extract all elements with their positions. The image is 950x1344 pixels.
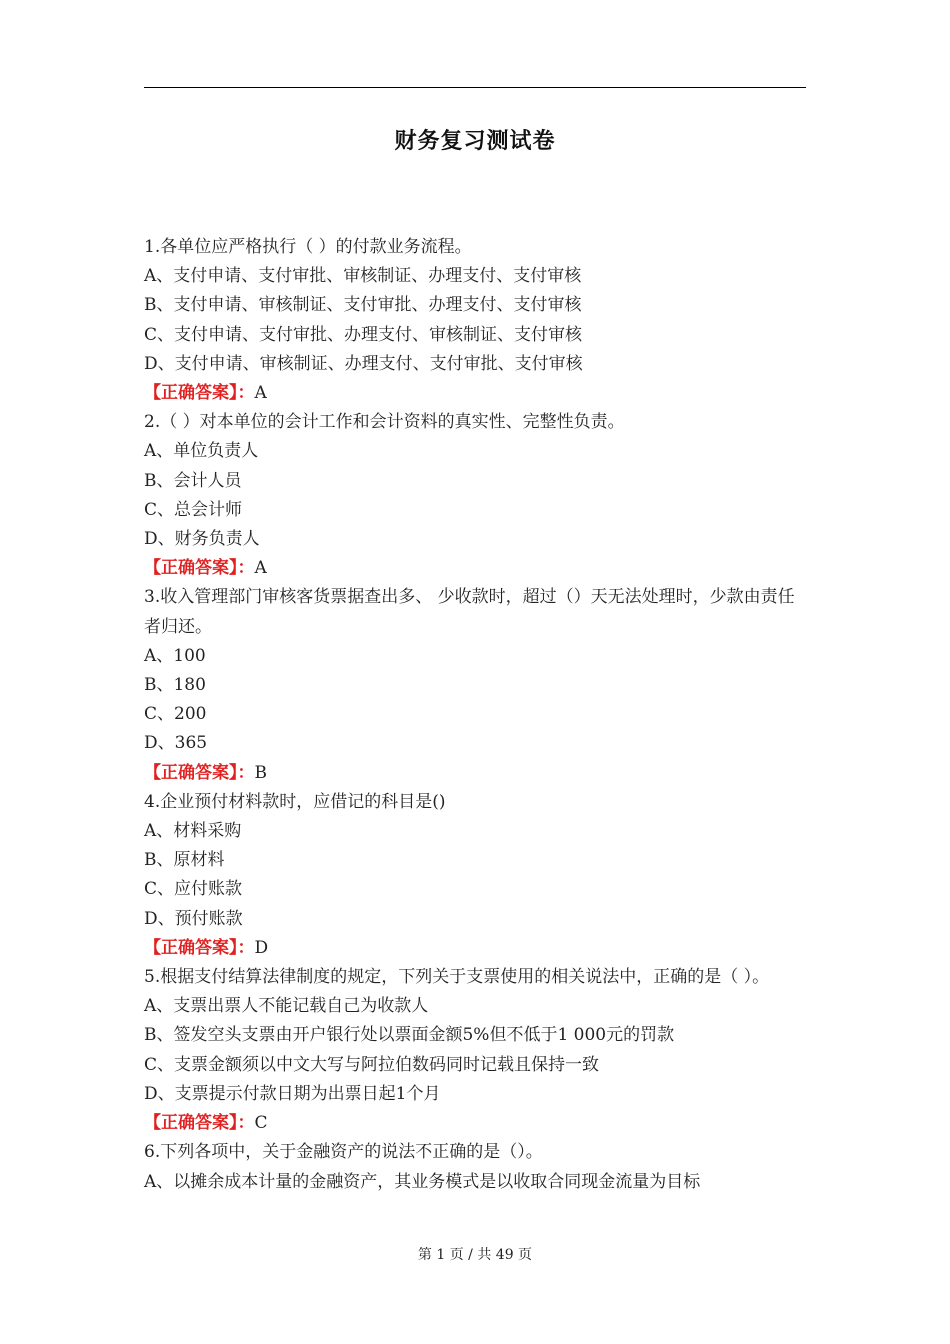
answer-label: 【正确答案】： [144,762,255,783]
question-stem: 2.（ ）对本单位的会计工作和会计资料的真实性、完整性负责。 [144,412,625,433]
question-list [144,233,808,1197]
answer-value: D [254,937,269,958]
option-c: C、总会计师 [144,499,243,520]
question-6 [144,1138,808,1196]
answer-label: 【正确答案】： [144,937,255,958]
option-c: C、200 [144,704,207,725]
option-a: A、100 [144,645,206,666]
option-c: C、应付账款 [144,879,243,900]
option-d: D、支付申请、审核制证、办理支付、支付审批、支付审核 [144,353,583,374]
option-a: A、单位负责人 [144,441,259,462]
option-d: D、365 [144,733,208,754]
answer-label: 【正确答案】： [144,383,255,404]
question-3 [144,583,808,787]
question-2 [144,408,808,583]
option-a: A、支付申请、支付审批、审核制证、办理支付、支付审核 [144,266,582,287]
question-stem: 1.各单位应严格执行（ ）的付款业务流程。 [144,237,472,257]
option-b: B、原材料 [144,850,225,871]
header-rule [144,87,806,88]
answer-label: 【正确答案】： [144,558,255,579]
answer-value: B [254,762,267,783]
answer-line [144,1109,808,1138]
answer-line [144,759,808,788]
option-a: A、支票出票人不能记载自己为收款人 [144,996,429,1017]
option-b: B、会计人员 [144,470,242,491]
question-1 [144,233,808,408]
option-a: A、材料采购 [144,821,242,842]
answer-label: 【正确答案】： [144,1113,255,1134]
option-b: B、180 [144,675,206,696]
answer-value: A [254,558,267,579]
option-b: B、支付申请、审核制证、支付审批、办理支付、支付审核 [144,295,582,316]
option-a: A、以摊余成本计量的金融资产，其业务模式是以收取合同现金流量为目标 [144,1171,701,1192]
document-title: 财务复习测试卷 [394,129,556,154]
question-stem: 4.企业预付材料款时，应借记的科目是() [144,791,446,812]
answer-value: A [254,383,267,404]
option-c: C、支付申请、支付审批、办理支付、审核制证、支付审核 [144,324,583,345]
question-4 [144,788,808,963]
answer-line [144,379,808,408]
option-c: C、支票金额须以中文大写与阿拉伯数码同时记载且保持一致 [144,1054,600,1075]
answer-line [144,934,808,963]
question-stem: 6.下列各项中，关于金融资产的说法不正确的是（）。 [144,1142,543,1163]
option-d: D、支票提示付款日期为出票日起1个月 [144,1083,441,1104]
question-stem: 5.根据支付结算法律制度的规定，下列关于支票使用的相关说法中，正确的是（ ）。 [144,967,770,988]
option-d: D、财务负责人 [144,529,260,550]
option-d: D、预付账款 [144,908,243,929]
option-b: B、签发空头支票由开户银行处以票面金额5%但不低于1 000元的罚款 [144,1025,675,1046]
answer-value: C [254,1113,268,1134]
question-5 [144,963,808,1138]
answer-line [144,554,808,583]
page-footer: 第 1 页 / 共 49 页 [417,1247,533,1263]
question-stem: 3.收入管理部门审核客货票据查出多、 少收款时，超过（）天无法处理时，少款由责任者归还。 [144,587,795,637]
